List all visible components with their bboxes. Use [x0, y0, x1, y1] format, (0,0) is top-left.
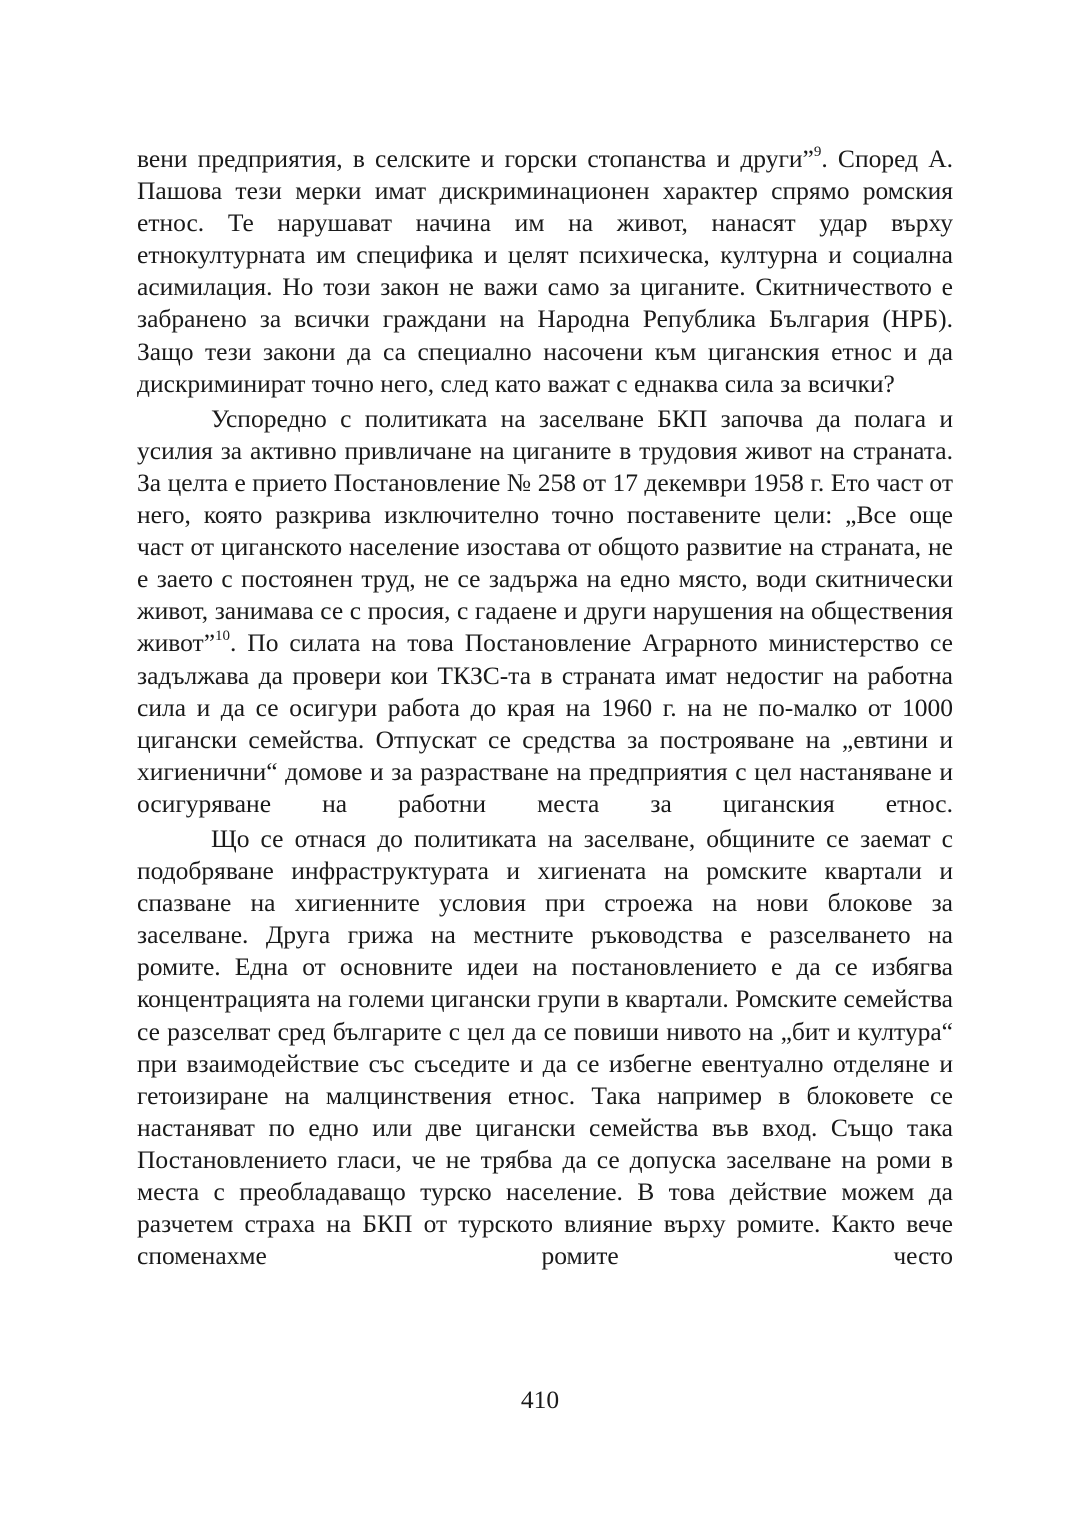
paragraph-2-text-b: . По силата на това Постановление Аграрното министерство се задължава да провери кои ТКЗС-та в страната имат недостиг на работна сила и да се осигури работа до края на 1960 г. на не по-малко от 1000 цигански семейства. Отпускат се средства за построяване на „евтини и хигиенични“ домове и за разрастване на предприятия с цел настаняване и осигуряване на работни места за циганския етнос.: [137, 628, 953, 818]
paragraph-1-text-a: вени предприятия, в селските и горски стопанства и други”: [137, 144, 814, 173]
paragraph-2-text-a: Успоредно с политиката на заселване БКП започва да полага и усилия за активно привличане на циганите в трудовия живот на страната. За целта е прието Постановление № 258 от 17 декември 1958 г. Ето част от него, която разкрива изключително точно поставените цели: „Все още част от циганското население изостава от общото развитие на страната, не е заето с постоянен труд, не се задържа на едно място, води скитнически живот, занимава се с просия, с гадаене и други нарушения на обществения живот”: [137, 403, 953, 658]
paragraph-2: [137, 403, 953, 820]
paragraph-1: [137, 143, 953, 400]
paragraph-3-text: Що се отнася до политиката на заселване, общините се заемат с подобряване инфраструктурата и хигиената на ромските квартали и спазване на хигиенните условия при строежа на нови блокове за заселване. Друга грижа на местните ръководства е разселването на ромите. Една от основните идеи на постановлението е да се избягва концентрацията на големи цигански групи в квартали. Ромските семейства се разселват сред българите с цел да се повиши нивото на „бит и култура“ при взаимодействие със съседите и да се избегне евентуално отделяне и гетоизиране на малцинствения етнос. Така например в блоковете се настаняват по едно или две цигански семейства във вход. Също така Постановлението гласи, че не трябва да се допуска заселване на роми в места с преобладаващо турско население. В това действие можем да разчетем страха на БКП от турското влияние върху ромите. Както вече споменахме ромите често: [137, 823, 953, 1271]
paragraph-3: [137, 823, 953, 1272]
page-number: 410: [520, 1385, 560, 1414]
paragraph-1-text-b: . Според А. Пашова тези мерки имат дискриминационен характер спрямо ромския етнос. Те нарушават начина им на живот, нанасят удар върху етнокултурната им специфика и целят психическа, културна и социална асимилация. Но този закон не важи само за циганите. Скитничеството е забранено за всички граждани на Народна Република България (НРБ). Защо тези закони да са специално насочени към циганския етнос и да дискриминират точно него, след като важат с еднаква сила за всички?: [137, 144, 953, 398]
page-body: [137, 143, 953, 1272]
footnote-ref-9: 9: [813, 143, 822, 160]
footnote-ref-10: 10: [215, 627, 231, 644]
